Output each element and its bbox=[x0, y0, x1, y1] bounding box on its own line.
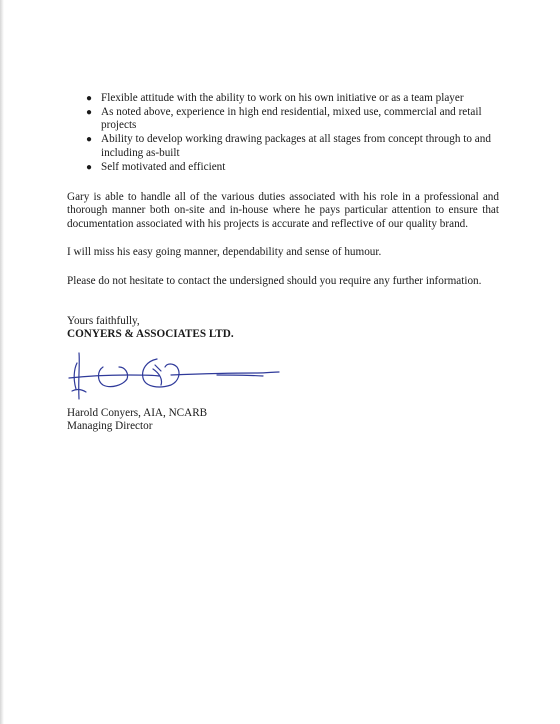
signature-icon bbox=[67, 345, 307, 403]
paragraph-duties: Gary is able to handle all of the various duties associated with his role in a professional and thorough manner both on-site and in-house where he pays particular attention to ensure that documentation associated with his projects is accurate and reflective of our quality brand. bbox=[67, 190, 499, 230]
list-item bbox=[67, 133, 499, 160]
bullet-icon: ● bbox=[86, 93, 93, 104]
letter-body bbox=[67, 92, 499, 434]
salutation: Yours faithfully, bbox=[67, 314, 140, 327]
list-item-text: Ability to develop working drawing packages at all stages from concept through to and including as-built bbox=[101, 133, 491, 159]
signatory-name: Harold Conyers, AIA, NCARB bbox=[67, 406, 208, 419]
paragraph-contact: Please do not hesitate to contact the undersigned should you require any further information. bbox=[67, 274, 482, 287]
company-name: CONYERS & ASSOCIATES LTD. bbox=[67, 328, 234, 341]
list-item bbox=[67, 106, 499, 133]
closing-block bbox=[67, 315, 499, 342]
scan-edge-shadow bbox=[0, 0, 4, 724]
list-item-text: As noted above, experience in high end residential, mixed use, commercial and retail projects bbox=[101, 105, 482, 132]
list-item-text: Self motivated and efficient bbox=[101, 160, 226, 173]
signatory-title: Managing Director bbox=[67, 420, 153, 433]
list-item bbox=[67, 161, 499, 174]
paragraph-farewell: I will miss his easy going manner, dependability and sense of humour. bbox=[67, 246, 382, 259]
list-item bbox=[67, 92, 499, 105]
signatory-block bbox=[67, 407, 499, 434]
list-item-text: Flexible attitude with the ability to work on his own initiative or as a team player bbox=[101, 92, 464, 104]
bullet-icon: ● bbox=[86, 161, 93, 173]
bullet-icon: ● bbox=[86, 106, 93, 118]
bullet-icon: ● bbox=[86, 134, 93, 146]
handwritten-signature bbox=[67, 345, 307, 403]
qualification-list bbox=[67, 92, 499, 174]
